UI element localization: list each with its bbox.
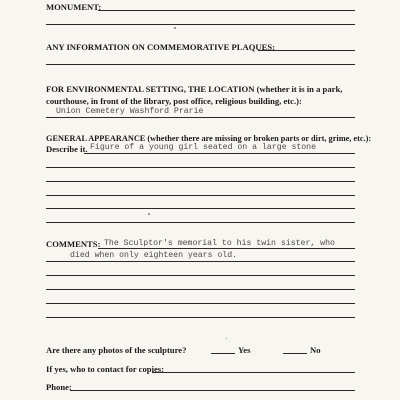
setting-label-line-2: courthouse, in front of the library, post office, religious building, etc.): <box>46 96 302 106</box>
setting-label-line-1: FOR ENVIRONMENTAL SETTING, THE LOCATION (whether it is in a park, <box>46 84 343 94</box>
comments-field-line-6[interactable] <box>46 317 355 318</box>
comments-field-line-2[interactable] <box>46 261 355 262</box>
appearance-field-line-4[interactable] <box>46 195 355 196</box>
contact-label: If yes, who to contact for copies: <box>46 364 164 374</box>
setting-value: Union Cemetery Washford Prarie <box>56 107 204 116</box>
plaques-field[interactable] <box>258 50 355 51</box>
photos-no-blank[interactable] <box>283 353 307 354</box>
contact-field[interactable] <box>152 372 355 373</box>
plaques-field-line-2[interactable] <box>46 64 355 65</box>
comments-label: COMMENTS: <box>46 239 101 249</box>
appearance-label-line-1: GENERAL APPEARANCE (whether there are missing or broken parts or dirt, grime, etc.): <box>46 134 372 143</box>
paper-speck <box>148 213 150 215</box>
comments-field-line-5[interactable] <box>46 303 355 304</box>
comments-value-line-2: died when only eighteen years old. <box>70 251 238 260</box>
appearance-label-line-2: Describe it. <box>46 144 88 154</box>
phone-field[interactable] <box>70 390 355 391</box>
photos-yes-label: Yes <box>238 345 251 355</box>
photos-yes-blank[interactable] <box>211 353 235 354</box>
monument-field[interactable] <box>98 10 355 11</box>
photos-question-label: Are there any photos of the sculpture? <box>46 345 187 355</box>
setting-field[interactable] <box>46 117 355 118</box>
appearance-field-line-3[interactable] <box>46 181 355 182</box>
monument-label: MONUMENT: <box>46 2 102 12</box>
monument-field-line-2[interactable] <box>46 24 355 25</box>
phone-label: Phone: <box>46 382 72 392</box>
appearance-field-line-2[interactable] <box>46 167 355 168</box>
appearance-field[interactable] <box>84 153 355 154</box>
appearance-field-line-6[interactable] <box>46 222 355 223</box>
comments-field[interactable] <box>98 248 355 249</box>
comments-field-line-3[interactable] <box>46 275 355 276</box>
appearance-value: Figure of a young girl seated on a large stone <box>90 143 317 152</box>
comments-value-line-1: The Sculptor's memorial to his twin sister, who <box>104 239 335 248</box>
appearance-field-line-5[interactable] <box>46 208 355 209</box>
paper-speck <box>174 27 176 29</box>
paper-speck <box>226 338 227 339</box>
comments-field-line-4[interactable] <box>46 289 355 290</box>
photos-no-label: No <box>310 345 321 355</box>
plaques-label: ANY INFORMATION ON COMMEMORATIVE PLAQUES: <box>46 42 276 52</box>
